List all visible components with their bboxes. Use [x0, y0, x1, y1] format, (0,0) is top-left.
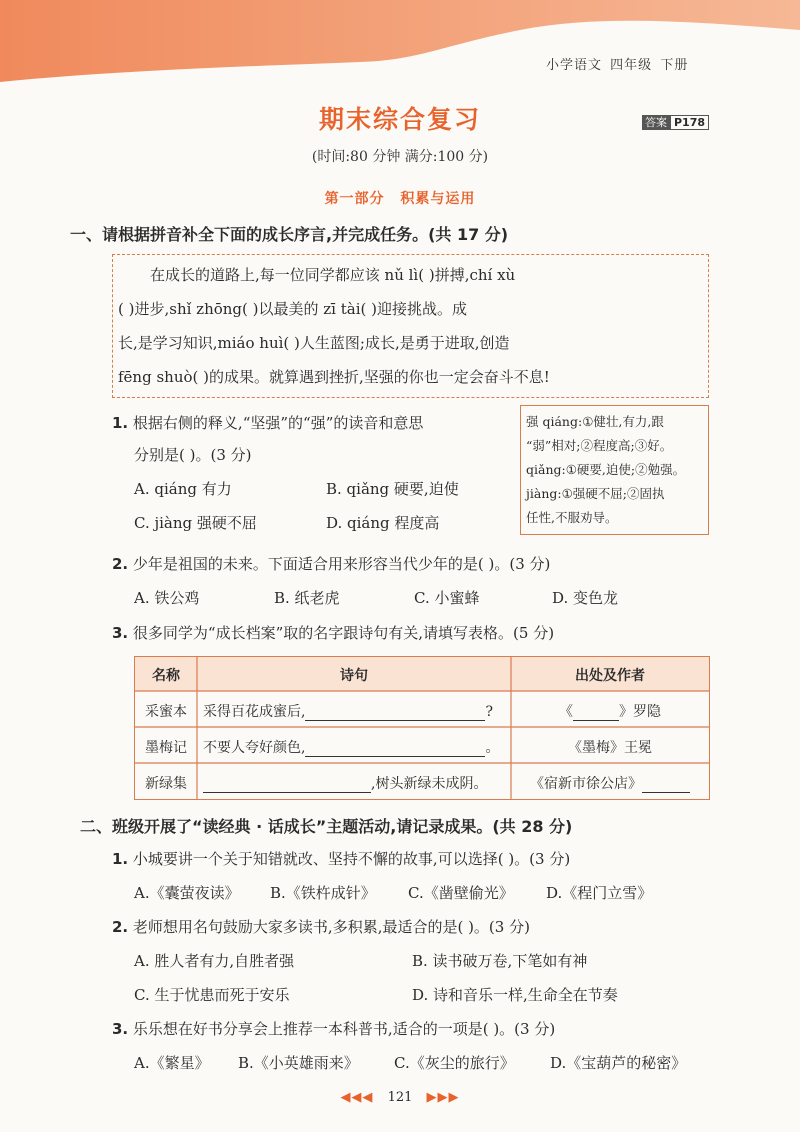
option-a[interactable]: A.《繁星》 [134, 1054, 210, 1072]
option-c[interactable]: C.《凿壁偷光》 [408, 884, 514, 902]
volume-label: 下册 [660, 58, 689, 73]
question-number: 2. [112, 555, 129, 573]
option-b[interactable]: B.《铁杵成针》 [270, 884, 376, 902]
question-number: 3. [112, 624, 129, 642]
table-cell-source [511, 773, 709, 793]
verse-given: ,树头新绿未成阴。 [371, 776, 488, 792]
grade-label: 四年级 [610, 58, 653, 73]
verse-blank[interactable] [305, 704, 485, 721]
question-1-2 [112, 553, 550, 574]
table-cell-source [511, 701, 709, 721]
passage-line-1: 在成长的道路上,每一位同学都应该 nǔ lì( )拼搏,chí xù [150, 266, 516, 284]
table-cell-verse [203, 737, 499, 757]
table-cell-verse [203, 773, 487, 793]
answer-page: P178 [670, 115, 709, 130]
column-header-source: 出处及作者 [575, 668, 645, 684]
option-d[interactable]: D. 变色龙 [552, 589, 619, 607]
question-1-1-line2: 分别是( )。(3 分) [134, 446, 252, 464]
table-cell-source: 《墨梅》王冕 [568, 740, 652, 756]
option-b[interactable]: B. 纸老虎 [274, 589, 340, 607]
table-cell-name: 新绿集 [145, 776, 187, 792]
answer-label: 答案 [642, 115, 670, 130]
question-text: 少年是祖国的未来。下面适合用来形容当代少年的是( )。(3 分) [132, 555, 551, 573]
table-cell-name: 采蜜本 [145, 704, 187, 720]
page-title: 期末综合复习 [318, 105, 481, 134]
option-a[interactable]: A.《囊萤夜读》 [134, 884, 240, 902]
section1-heading: 一、请根据拼音补全下面的成长序言,并完成任务。(共 17 分) [70, 225, 509, 244]
subject-label: 小学语文 [546, 58, 603, 73]
verse-given: 不要人夸好颜色, [203, 740, 306, 756]
option-d[interactable]: D. 诗和音乐一样,生命全在节奏 [412, 986, 618, 1004]
option-b[interactable]: B. 读书破万卷,下笔如有神 [412, 952, 588, 970]
question-number: 3. [112, 1020, 129, 1038]
question-2-3 [112, 1018, 555, 1039]
question-number: 1. [112, 850, 129, 868]
source-title: 《宿新市徐公店》 [530, 776, 642, 792]
question-1-1 [112, 412, 423, 433]
page-number: 121 [387, 1090, 413, 1105]
option-b[interactable]: B. qiǎng 硬要,迫使 [326, 480, 459, 498]
verse-punct: 。 [485, 740, 500, 756]
growth-archive-table [134, 656, 710, 800]
question-2-2 [112, 916, 530, 937]
question-number: 2. [112, 918, 129, 936]
definition-line-5: 任性,不服劝导。 [526, 510, 618, 525]
option-a[interactable]: A. 铁公鸡 [134, 589, 200, 607]
left-arrows-icon: ◀◀◀ [340, 1090, 374, 1105]
option-d[interactable]: D.《程门立雪》 [546, 884, 653, 902]
verse-blank[interactable] [203, 776, 371, 793]
part-heading: 第一部分 积累与运用 [324, 191, 476, 207]
question-number: 1. [112, 414, 129, 432]
question-text: 乐乐想在好书分享会上推荐一本科普书,适合的一项是( )。(3 分) [132, 1020, 556, 1038]
column-header-name: 名称 [152, 668, 180, 684]
question-text: 很多同学为“成长档案”取的名字跟诗句有关,请填写表格。(5 分) [132, 624, 555, 642]
definition-line-2: “弱”相对;②程度高;③好。 [526, 438, 673, 453]
option-c[interactable]: C. 生于忧患而死于安乐 [134, 986, 290, 1004]
passage-line-3: 长,是学习知识,miáo huì( )人生蓝图;成长,是勇于进取,创造 [118, 334, 510, 352]
option-c[interactable]: C. 小蜜蜂 [414, 589, 480, 607]
source-blank[interactable] [642, 776, 690, 793]
verse-given: 采得百花成蜜后, [203, 704, 306, 720]
source-open: 《 [559, 704, 573, 720]
passage-line-4: fēng shuò( )的成果。就算遇到挫折,坚强的你也一定会奋斗不息! [118, 368, 550, 386]
table-cell-name: 墨梅记 [145, 740, 187, 756]
answer-reference [642, 114, 709, 130]
verse-punct: ? [485, 704, 493, 720]
question-text: 根据右侧的释义,“坚强”的“强”的读音和意思 [132, 414, 424, 432]
question-text: 老师想用名句鼓励大家多读书,多积累,最适合的是( )。(3 分) [132, 918, 530, 936]
right-arrows-icon: ▶▶▶ [426, 1090, 460, 1105]
definition-line-4: jiàng:①强硬不屈;②固执 [526, 486, 665, 501]
time-score-info: (时间:80 分钟 满分:100 分) [311, 149, 489, 165]
option-d[interactable]: D. qiáng 程度高 [326, 514, 440, 532]
definition-line-1: 强 qiáng:①健壮,有力,跟 [526, 414, 664, 429]
question-2-1 [112, 848, 570, 869]
column-header-verse: 诗句 [340, 668, 368, 684]
verse-blank[interactable] [305, 740, 485, 757]
definition-line-3: qiǎng:①硬要,迫使;②勉强。 [526, 462, 686, 477]
question-text: 小城要讲一个关于知错就改、坚持不懈的故事,可以选择( )。(3 分) [132, 850, 571, 868]
question-1-3 [112, 622, 554, 643]
source-author: 》罗隐 [619, 704, 661, 720]
option-a[interactable]: A. 胜人者有力,自胜者强 [134, 952, 295, 970]
option-c[interactable]: C.《灰尘的旅行》 [394, 1054, 515, 1072]
option-a[interactable]: A. qiáng 有力 [134, 480, 232, 498]
book-info [546, 54, 746, 73]
option-d[interactable]: D.《宝葫芦的秘密》 [550, 1054, 687, 1072]
section2-heading: 二、班级开展了“读经典 · 话成长”主题活动,请记录成果。(共 28 分) [80, 817, 573, 836]
table-cell-verse [203, 701, 493, 721]
source-blank[interactable] [573, 704, 619, 721]
passage-line-2: ( )进步,shǐ zhōng( )以最美的 zī tài( )迎接挑战。成 [118, 300, 467, 318]
option-b[interactable]: B.《小英雄雨来》 [238, 1054, 359, 1072]
page-footer [0, 1090, 800, 1105]
option-c[interactable]: C. jiàng 强硬不屈 [134, 514, 257, 532]
